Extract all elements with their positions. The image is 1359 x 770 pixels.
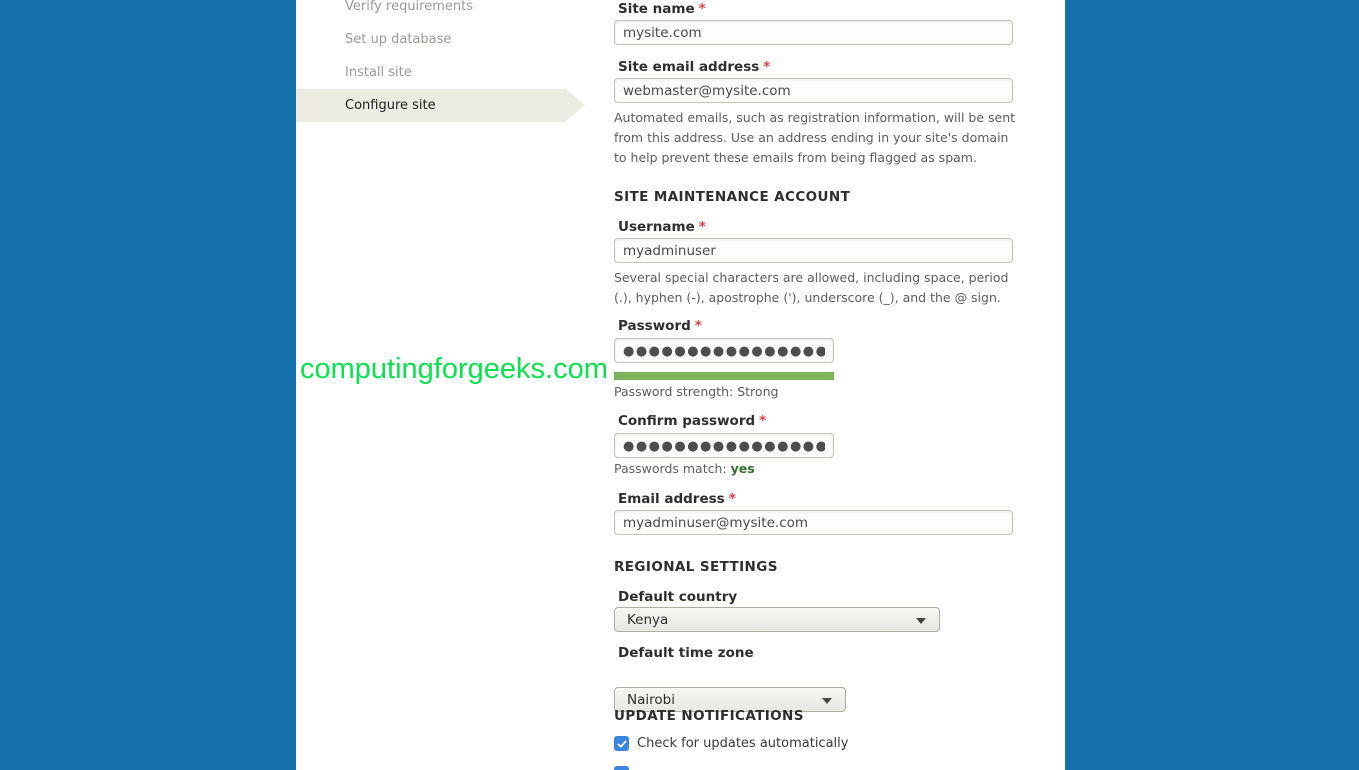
username-input[interactable]	[614, 238, 1013, 263]
active-task-arrow-icon	[566, 89, 585, 121]
password-strength-bar	[614, 372, 834, 380]
username-help: Several special characters are allowed, including space, period (.), hyphen (-), apostrophe ('), underscore (_), and the @ sign.	[614, 270, 1009, 305]
section-heading-site-maintenance-account: SITE MAINTENANCE ACCOUNT	[614, 189, 851, 205]
default-country-label: Default country	[618, 589, 738, 605]
check-updates-label: Check for updates automatically	[637, 736, 849, 751]
required-marker: *	[694, 318, 702, 334]
confirm-password-label: Confirm password *	[618, 413, 767, 429]
site-email-input[interactable]	[614, 78, 1013, 103]
partial-second-checkbox[interactable]	[614, 766, 629, 770]
email-address-input[interactable]	[614, 510, 1013, 535]
required-marker: *	[759, 413, 767, 429]
password-strength-value: Strong	[737, 384, 779, 399]
site-name-input[interactable]	[614, 20, 1013, 45]
confirm-password-input[interactable]	[614, 433, 834, 458]
chevron-down-icon	[916, 618, 926, 624]
chevron-down-icon	[822, 698, 832, 704]
default-country-select[interactable]	[614, 607, 940, 632]
password-strength-text: Password strength: Strong	[614, 384, 779, 399]
install-task-verify-requirements: Verify requirements	[345, 0, 474, 14]
default-time-zone-label: Default time zone	[618, 645, 754, 661]
site-email-label: Site email address *	[618, 59, 771, 75]
required-marker: *	[763, 59, 771, 75]
install-task-install-site: Install site	[345, 65, 412, 80]
username-label: Username *	[618, 219, 706, 235]
passwords-match-text: Passwords match: yes	[614, 461, 755, 476]
site-email-help: Automated emails, such as registration information, will be sent from this address. Use an address ending in your site's domain to help prevent these emails from being flagged as spam.	[614, 110, 1016, 165]
required-marker: *	[698, 219, 706, 235]
site-name-label: Site name *	[618, 1, 706, 17]
install-task-set-up-database: Set up database	[345, 32, 452, 47]
checkmark-icon	[616, 738, 628, 750]
default-time-zone-value: Nairobi	[627, 691, 675, 708]
section-heading-update-notifications: UPDATE NOTIFICATIONS	[614, 708, 804, 724]
section-heading-regional-settings: REGIONAL SETTINGS	[614, 559, 778, 575]
check-updates-row	[614, 736, 848, 751]
active-task-label: Configure site	[345, 98, 436, 113]
passwords-match-value: yes	[730, 461, 755, 476]
password-label: Password *	[618, 318, 702, 334]
watermark-text: computingforgeeks.com	[300, 353, 608, 385]
required-marker: *	[698, 1, 706, 17]
default-country-value: Kenya	[627, 611, 669, 628]
install-task-list	[296, 0, 588, 122]
check-updates-checkbox[interactable]	[614, 736, 629, 751]
install-task-configure-site	[296, 89, 566, 122]
password-input[interactable]	[614, 338, 834, 363]
required-marker: *	[728, 491, 736, 507]
email-address-label: Email address *	[618, 491, 736, 507]
